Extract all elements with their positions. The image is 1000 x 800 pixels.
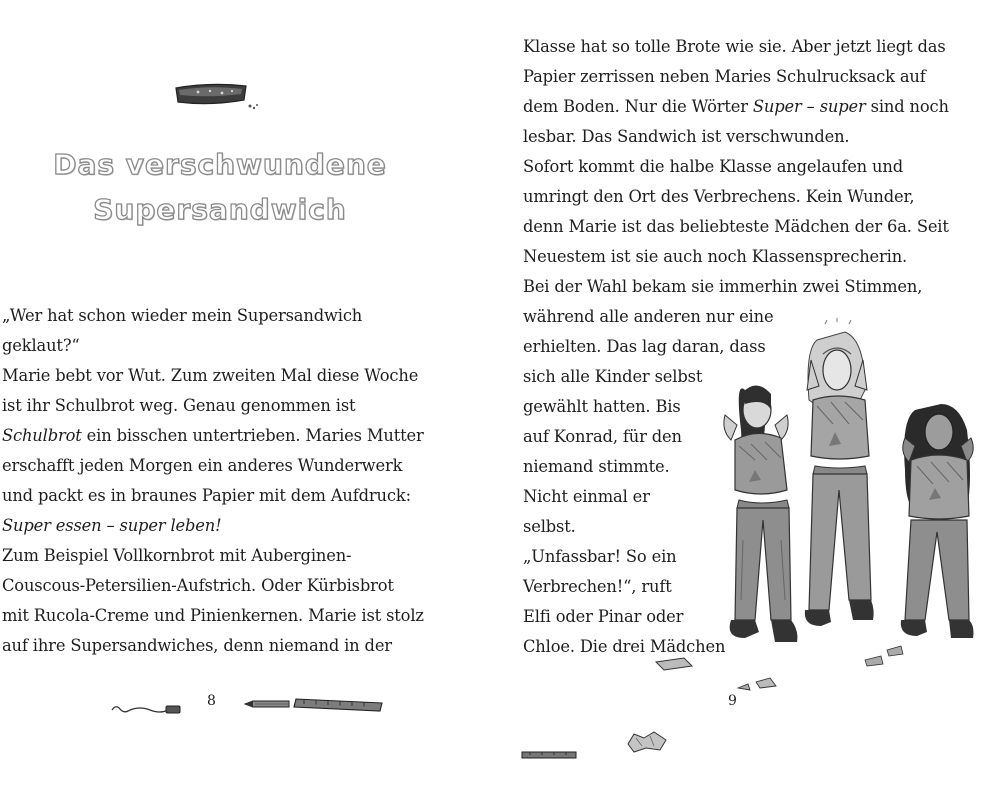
string-doodle-icon [110,702,182,718]
text-line: Elfi oder Pinar oder [523,607,684,626]
text-line: Marie bebt vor Wut. Zum zweiten Mal diese Woche [2,366,419,385]
text-line: gewählt hatten. Bis [523,397,681,416]
chapter-title-line-1: Das verschwundene [53,148,387,181]
chapter-title-line-2: Supersandwich [93,193,347,226]
crumpled-paper-icon [624,730,670,754]
text-line: selbst. [523,517,576,536]
text-line: Couscous-Petersilien-Aufstrich. Oder Kürbisbrot [2,576,394,595]
left-body-text [2,301,424,661]
pencil-icon [243,698,293,710]
text-line: auf ihre Supersandwiches, denn niemand in der [2,636,392,655]
text-line [523,92,949,122]
chapter-title [40,142,400,232]
text-line: mit Rucola-Creme und Pinienkernen. Marie ist stolz [2,606,424,625]
slogan-line: Super essen – super leben! [2,516,222,535]
text-line: „Wer hat schon wieder mein Supersandwich [2,306,363,325]
ruler-fragment-icon [520,748,580,762]
text-line: sich alle Kinder selbst [523,367,703,386]
text-line: erhielten. Das lag daran, dass [523,337,766,356]
text-fragment: ein bisschen untertrieben. Maries Mutter [81,426,424,445]
text-line: Zum Beispiel Vollkornbrot mit Auberginen- [2,546,352,565]
italic-word: Schulbrot [2,426,82,445]
text-line: und packt es in braunes Papier mit dem Aufdruck: [2,486,411,505]
text-line: niemand stimmte. [523,457,670,476]
text-line: Verbrechen!“, ruft [523,577,672,596]
sandwich-icon [170,80,260,112]
girl-middle-figure [805,318,874,626]
text-line: Neuestem ist sie auch noch Klassensprecherin. [523,247,908,266]
paper-scrap-icon [736,676,782,694]
text-fragment: dem Boden. Nur die Wörter [523,97,753,116]
text-line: Bei der Wahl bekam sie immerhin zwei Stimmen, [523,277,923,296]
text-line: während alle anderen nur eine [523,307,774,326]
page-number-left: 8 [207,693,216,709]
three-girls-illustration [705,320,1000,670]
text-line: „Unfassbar! So ein [523,547,677,566]
text-line: Nicht einmal er [523,487,650,506]
text-line: ist ihr Schulbrot weg. Genau genommen ist [2,396,356,415]
text-line: denn Marie ist das beliebteste Mädchen der 6a. Seit [523,217,949,236]
girl-left-figure [724,385,798,642]
text-line: Klasse hat so tolle Brote wie sie. Aber jetzt liegt das [523,37,946,56]
text-line: geklaut?“ [2,336,80,355]
text-fragment: sind noch [865,97,949,116]
italic-word: Super – super [752,97,866,116]
text-line: auf Konrad, für den [523,427,682,446]
ruler-icon [292,696,386,714]
page-number-right: 9 [728,693,737,709]
text-line: umringt den Ort des Verbrechens. Kein Wunder, [523,187,915,206]
text-line: Papier zerrissen neben Maries Schulrucksack auf [523,67,926,86]
right-page [500,0,1000,800]
text-line: Chloe. Die drei Mädchen [523,637,726,656]
text-line [2,421,424,451]
girl-right-figure [901,404,974,638]
text-line: erschafft jeden Morgen ein anderes Wunderwerk [2,456,403,475]
text-line: Sofort kommt die halbe Klasse angelaufen und [523,157,903,176]
text-line: lesbar. Das Sandwich ist verschwunden. [523,127,850,146]
paper-scrap-icon [654,656,694,672]
